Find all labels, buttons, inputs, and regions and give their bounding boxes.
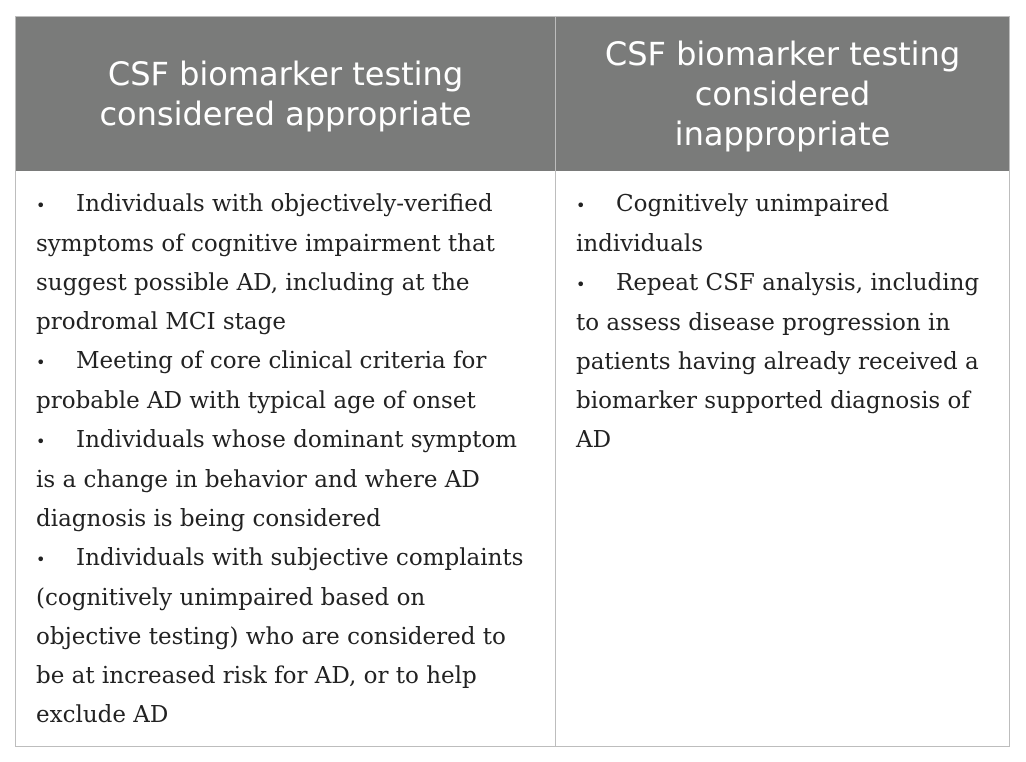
list-item-text: Individuals with objectively-verified symptoms of cognitive impairment that suggest possible AD, including at the prodromal MCI stage bbox=[36, 191, 495, 335]
header-appropriate-label: CSF biomarker testing considered appropriate bbox=[99, 55, 472, 133]
bullet-icon: • bbox=[36, 432, 46, 451]
bullet-icon: • bbox=[576, 275, 586, 294]
list-item-text: Individuals whose dominant symptom is a change in behavior and where AD diagnosis is being considered bbox=[36, 427, 517, 532]
header-appropriate bbox=[16, 17, 556, 171]
bullet-icon: • bbox=[36, 550, 46, 569]
header-inappropriate bbox=[556, 17, 1009, 171]
list-item bbox=[36, 539, 537, 735]
header-inappropriate-label: CSF biomarker testing considered inappropriate bbox=[604, 35, 961, 153]
bullet-icon: • bbox=[36, 196, 46, 215]
bullet-icon: • bbox=[576, 196, 586, 215]
list-item bbox=[36, 185, 537, 342]
list-item-text: Repeat CSF analysis, including to assess disease progression in patients having already received a biomarker supported diagnosis of AD bbox=[576, 270, 980, 453]
list-item-text: Cognitively unimpaired individuals bbox=[576, 191, 890, 257]
list-item bbox=[36, 421, 537, 539]
list-item-text: Individuals with subjective complaints (cognitively unimpaired based on objective testing) who are considered to be at increased risk for AD, or to help exclude AD bbox=[36, 545, 524, 728]
appropriate-list bbox=[16, 171, 556, 746]
list-item bbox=[576, 264, 991, 460]
criteria-table bbox=[15, 16, 1010, 747]
list-item-text: Meeting of core clinical criteria for probable AD with typical age of onset bbox=[36, 348, 487, 414]
inappropriate-list bbox=[556, 171, 1009, 746]
bullet-icon: • bbox=[36, 353, 46, 372]
list-item bbox=[36, 342, 537, 421]
list-item bbox=[576, 185, 991, 264]
